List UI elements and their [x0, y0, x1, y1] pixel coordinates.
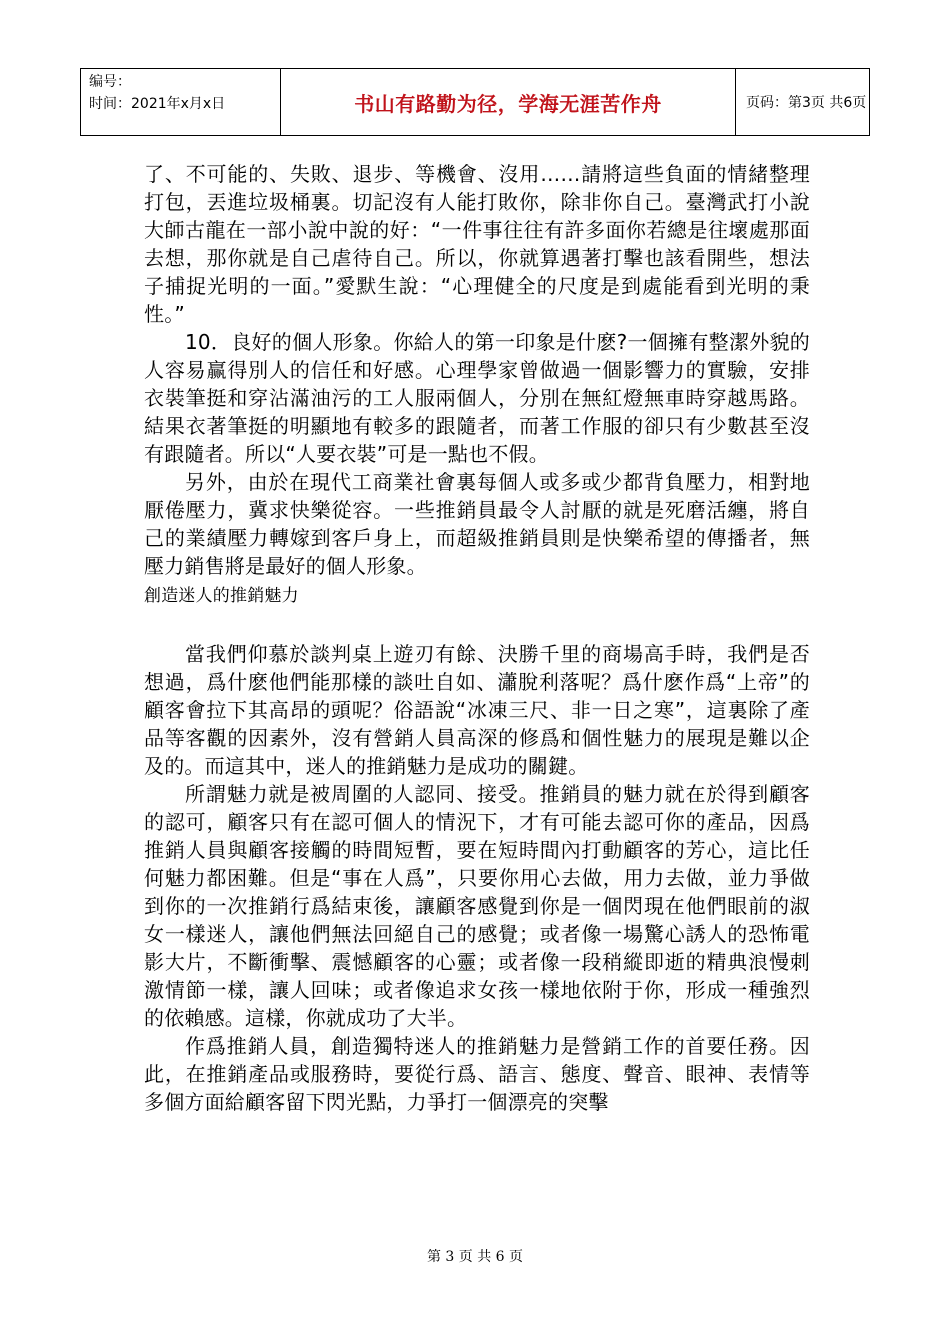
- number-label: 编号：: [89, 74, 131, 90]
- spacer: [144, 610, 810, 640]
- page-info: 页码：第3页 共6页: [746, 95, 867, 111]
- motto-text: 书山有路勤为径，学海无涯苦作舟: [354, 91, 662, 116]
- section-heading: 創造迷人的推銷魅力: [144, 586, 299, 606]
- header-motto-cell: [281, 69, 736, 135]
- paragraph: 作爲推銷人員，創造獨特迷人的推銷魅力是營銷工作的首要任務。因此，在推銷產品或服務時，要從行爲、語言、態度、聲音、眼神、表情等多個方面給顧客留下閃光點，力爭打一個漂亮的突擊: [144, 1034, 810, 1114]
- paragraph: 10．良好的個人形象。你給人的第一印象是什麽?一個擁有整潔外貌的人容易赢得別人的信任和好感。心理學家曾做過一個影響力的實驗，安排衣裝筆挺和穿沾滿油污的工人服兩個人，分別在無紅燈無車時穿越馬路。結果衣著筆挺的明顯地有較多的跟隨者，而著工作服的卻只有少數甚至沒有跟隨者。所以“人要衣裝”可是一點也不假。: [144, 330, 810, 466]
- document-header: [80, 68, 870, 136]
- document-body: [144, 160, 810, 1116]
- time-label: 时间：2021年x月x日: [89, 96, 226, 112]
- paragraph: 了、不可能的、失敗、退步、等機會、沒用……請將這些負面的情緒整理打包，丟進垃圾桶裏。切記沒有人能打敗你，除非你自己。臺灣武打小說大師古龍在一部小說中說的好：“一件事往往有許多面你若總是往壞處那面去想，那你就是自己虐待自己。所以，你就算遇著打擊也該看開些，想法子捕捉光明的一面。”愛默生說：“心理健全的尺度是到處能看到光明的秉性。”: [144, 162, 810, 326]
- header-meta-cell: [81, 69, 281, 135]
- paragraph: 當我們仰慕於談判桌上遊刃有餘、決勝千里的商場高手時，我們是否想過，爲什麽他們能那樣的談吐自如、瀟脫利落呢？爲什麽作爲“上帝”的顧客會拉下其高昂的頭呢？俗語說“冰凍三尺、非一日之寒”，這裏除了產品等客觀的因素外，沒有營銷人員高深的修爲和個性魅力的展現是難以企及的。而這其中，迷人的推銷魅力是成功的關鍵。: [144, 642, 810, 778]
- paragraph: 另外，由於在現代工商業社會裏每個人或多或少都背負壓力，相對地厭倦壓力，冀求快樂從容。一些推銷員最令人討厭的就是死磨活纏，將自己的業績壓力轉嫁到客戶身上，而超級推銷員則是快樂希望的傳播者，無壓力銷售將是最好的個人形象。: [144, 470, 810, 578]
- paragraph: 所謂魅力就是被周圍的人認同、接受。推銷員的魅力就在於得到顧客的認可，顧客只有在認可個人的情況下，才有可能去認可你的產品，因爲推銷人員與顧客接觸的時間短暫，要在短時間內打動顧客的芳心，這比任何魅力都困難。但是“事在人爲”，只要你用心去做，用力去做，並力爭做到你的一次推銷行爲結束後，讓顧客感覺到你是一個閃現在他們眼前的淑女一樣迷人，讓他們無法回絕自己的感覺；或者像一場驚心誘人的恐怖電影大片，不斷衝擊、震憾顧客的心靈；或者像一段稍縱即逝的精典浪慢刺激情節一樣，讓人回味；或者像追求女孩一樣地依附于你，形成一種強烈的依賴感。這樣，你就成功了大半。: [144, 782, 810, 1030]
- header-page-cell: [736, 69, 869, 135]
- page-footer: 第 3 页 共 6 页: [426, 1249, 524, 1265]
